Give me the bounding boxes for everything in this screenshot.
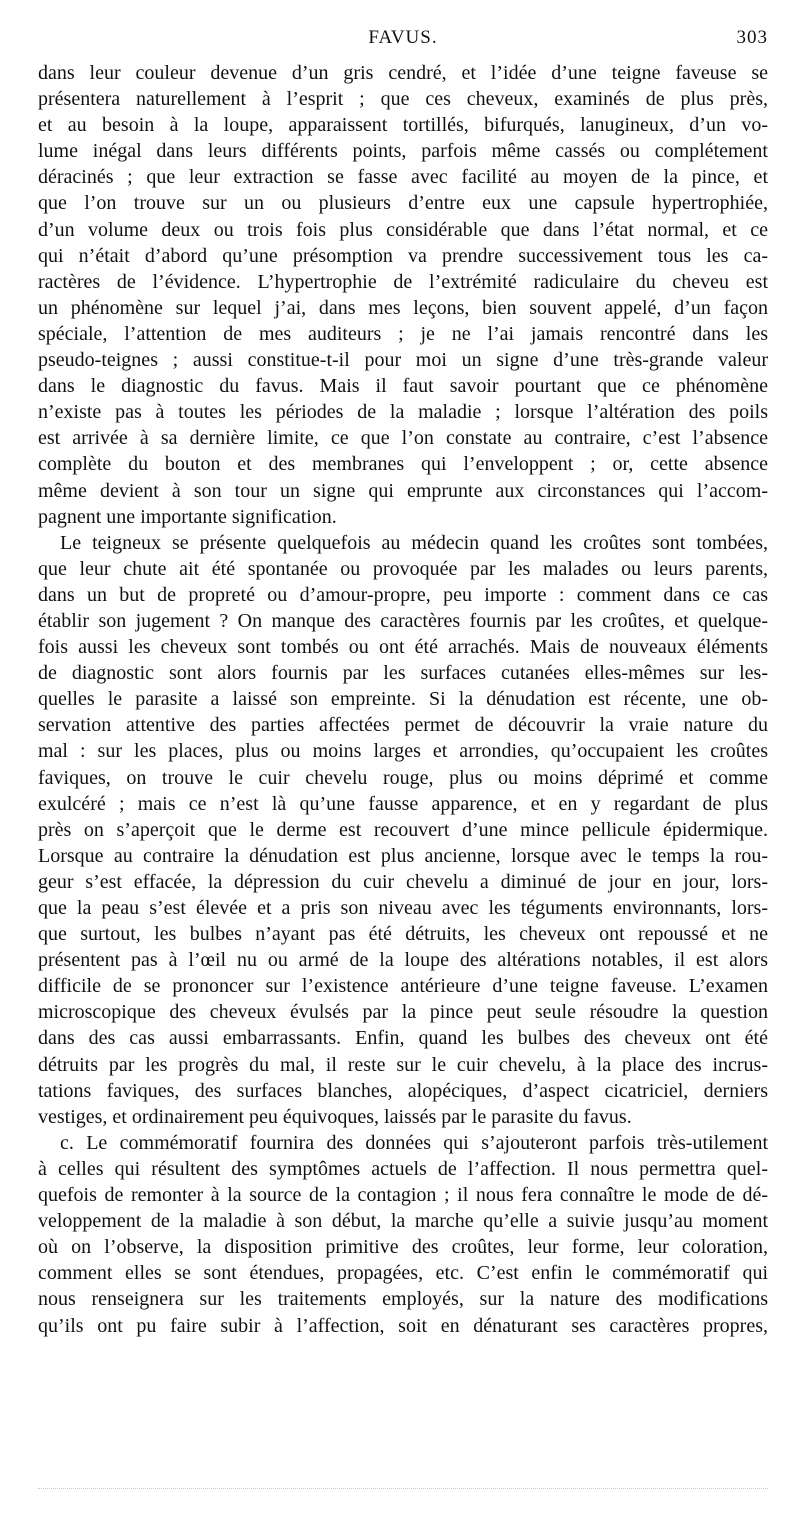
text-line: près on s’aperçoit que le derme est recouvert d’une mince pellicule épidermique. <box>38 818 768 841</box>
text-line: qui n’était d’abord qu’une présomption va prendre successivement tous les ca- <box>38 244 768 267</box>
text-line: dans un but de propreté ou d’amour-propre, peu importe : comment dans ce cas <box>38 583 768 606</box>
running-title: FAVUS. <box>368 27 438 48</box>
page-number: 303 <box>736 27 768 48</box>
text-line: détruits par les progrès du mal, il reste sur le cuir chevelu, à la place des incrus- <box>38 1053 768 1076</box>
text-line: et au besoin à la loupe, apparaissent tortillés, bifurqués, lanugineux, d’un vo- <box>38 114 768 137</box>
text-line: difficile de se prononcer sur l’existence antérieure d’une teigne faveuse. L’examen <box>38 975 768 998</box>
text-line: Lorsque au contraire la dénudation est plus ancienne, lorsque avec le temps la rou- <box>38 844 768 867</box>
text-line: veloppement de la maladie à son début, la marche qu’elle a suivie jusqu’au moment <box>38 1210 768 1233</box>
body-text <box>38 60 768 1339</box>
text-line: ractères de l’évidence. L’hypertrophie de l’extrémité radiculaire du cheveu est <box>38 270 768 293</box>
text-line: même devient à son tour un signe qui emprunte aux circonstances qui l’accom- <box>38 479 768 502</box>
text-line: servation attentive des parties affectées permet de découvrir la vraie nature du <box>38 714 768 737</box>
scan-artifact-dots <box>38 1488 768 1495</box>
text-line: pseudo-teignes ; aussi constitue-t-il pour moi un signe d’une très-grande valeur <box>38 349 768 372</box>
text-line: comment elles se sont étendues, propagées, etc. C’est enfin le commémoratif qui <box>38 1262 768 1285</box>
text-line: c. Le commémoratif fournira des données qui s’ajouteront parfois très-utilement <box>60 1131 768 1154</box>
text-line: exulcéré ; mais ce n’est là qu’une fausse apparence, et en y regardant de plus <box>38 792 768 815</box>
text-line: quelles le parasite a laissé son empreinte. Si la dénudation est récente, une ob- <box>38 688 768 711</box>
text-line: faviques, on trouve le cuir chevelu rouge, plus ou moins déprimé et comme <box>38 766 768 789</box>
text-line: dans le diagnostic du favus. Mais il faut savoir pourtant que ce phénomène <box>38 375 768 398</box>
text-line: pagnent une importante signification. <box>38 505 337 528</box>
text-line: est arrivée à sa dernière limite, ce que l’on constate au contraire, c’est l’absence <box>38 427 768 450</box>
text-line: présentent pas à l’œil nu ou armé de la loupe des altérations notables, il est alors <box>38 949 768 972</box>
text-line: vestiges, et ordinairement peu équivoques, laissés par le parasite du favus. <box>38 1105 632 1128</box>
text-line: quefois de remonter à la source de la contagion ; il nous fera connaître le mode de dé- <box>38 1184 768 1207</box>
text-line: dans leur couleur devenue d’un gris cendré, et l’idée d’une teigne faveuse se <box>38 62 768 84</box>
text-line: à celles qui résultent des symptômes actuels de l’affection. Il nous permettra quel- <box>38 1157 768 1180</box>
text-line: microscopique des cheveux évulsés par la pince peut seule résoudre la question <box>38 1001 768 1024</box>
text-line: un phénomène sur lequel j’ai, dans mes leçons, bien souvent appelé, d’un façon <box>38 296 768 319</box>
text-line: fois aussi les cheveux sont tombés ou ont été arrachés. Mais de nouveaux éléments <box>38 636 768 659</box>
text-line: qu’ils ont pu faire subir à l’affection, soit en dénaturant ses caractères propres, <box>38 1314 768 1337</box>
text-line: que l’on trouve sur un ou plusieurs d’entre eux une capsule hypertrophiée, <box>38 192 768 215</box>
text-line: lume inégal dans leurs différents points, parfois même cassés ou complétement <box>38 140 768 163</box>
text-line: déracinés ; que leur extraction se fasse avec facilité au moyen de la pince, et <box>38 166 768 189</box>
text-line: présentera naturellement à l’esprit ; que ces cheveux, examinés de plus près, <box>38 88 768 111</box>
text-line: mal : sur les places, plus ou moins larges et arrondies, qu’occupaient les croûtes <box>38 740 768 763</box>
text-line: geur s’est effacée, la dépression du cuir chevelu a diminué de jour en jour, lors- <box>38 870 768 893</box>
running-head <box>38 27 768 55</box>
text-line: que leur chute ait été spontanée ou provoquée par les malades ou leurs parents, <box>38 557 768 580</box>
text-line: où on l’observe, la disposition primitive des croûtes, leur forme, leur coloration, <box>38 1236 768 1259</box>
text-line: que la peau s’est élevée et a pris son niveau avec les téguments environnants, lors- <box>38 897 768 919</box>
text-line: de diagnostic sont alors fournis par les surfaces cutanées elles-mêmes sur les- <box>38 662 768 685</box>
text-line: tations faviques, des surfaces blanches, alopéciques, d’aspect cicatriciel, derniers <box>38 1079 768 1102</box>
text-line: spéciale, l’attention de mes auditeurs ; je ne l’ai jamais rencontré dans les <box>38 322 768 345</box>
text-line: établir son jugement ? On manque des caractères fournis par les croûtes, et quelque- <box>38 609 768 632</box>
text-line: complète du bouton et des membranes qui l’enveloppent ; or, cette absence <box>38 453 768 476</box>
text-line: d’un volume deux ou trois fois plus considérable que dans l’état normal, et ce <box>38 218 768 241</box>
text-line: dans des cas aussi embarrassants. Enfin, quand les bulbes des cheveux ont été <box>38 1027 768 1050</box>
text-line: nous renseignera sur les traitements employés, sur la nature des modifications <box>38 1288 768 1311</box>
text-line: que surtout, les bulbes n’ayant pas été détruits, les cheveux ont repoussé et ne <box>38 923 768 946</box>
text-line: Le teigneux se présente quelquefois au médecin quand les croûtes sont tombées, <box>60 531 768 554</box>
text-line: n’existe pas à toutes les périodes de la maladie ; lorsque l’altération des poils <box>38 401 768 424</box>
